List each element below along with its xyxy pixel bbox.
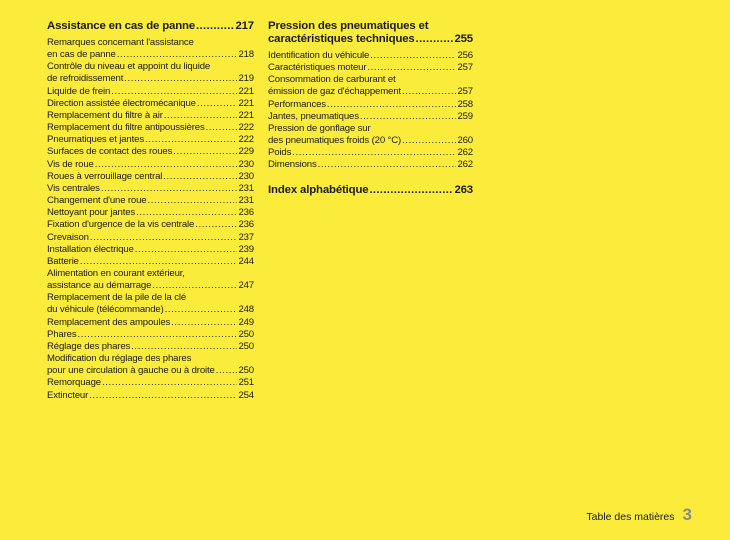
toc-entry[interactable] bbox=[47, 37, 254, 61]
toc-entry-page: 219 bbox=[238, 73, 254, 85]
toc-entry-page: 262 bbox=[457, 159, 473, 171]
toc-entry-text: Direction assistée électromécanique bbox=[47, 97, 196, 109]
dot-leader bbox=[101, 183, 238, 195]
toc-entry[interactable] bbox=[47, 61, 254, 85]
toc-entry-page: 250 bbox=[238, 365, 254, 377]
page-footer bbox=[586, 505, 692, 525]
dot-leader bbox=[131, 341, 237, 353]
page-number: 3 bbox=[682, 505, 692, 524]
toc-entry-text: Remplacement du filtre à air bbox=[47, 109, 163, 121]
dot-leader bbox=[206, 122, 238, 134]
index-heading-page: 263 bbox=[454, 183, 473, 196]
toc-entry-text: du véhicule (télécommande) bbox=[47, 304, 164, 316]
toc-entry[interactable] bbox=[47, 292, 254, 316]
toc-left-column bbox=[47, 20, 254, 402]
toc-entry-text: Consommation de carburant et bbox=[268, 74, 396, 86]
dot-leader bbox=[90, 232, 238, 244]
toc-entry-text: Caractéristiques moteur bbox=[268, 62, 367, 74]
toc-entry[interactable] bbox=[47, 268, 254, 292]
toc-entry-text: de refroidissement bbox=[47, 73, 124, 85]
toc-entry-text: Roues à verrouillage central bbox=[47, 170, 163, 182]
toc-entry[interactable] bbox=[47, 86, 254, 98]
dot-leader bbox=[124, 73, 237, 85]
toc-entry-page: 260 bbox=[457, 135, 473, 147]
toc-entry[interactable] bbox=[47, 207, 254, 219]
dot-leader bbox=[360, 111, 457, 123]
toc-entry-page: 221 bbox=[238, 109, 254, 121]
toc-entry-text: Poids bbox=[268, 147, 292, 159]
dot-leader bbox=[367, 62, 456, 74]
toc-entry-text: Identification du véhicule bbox=[268, 50, 370, 61]
toc-entry[interactable] bbox=[47, 353, 254, 377]
dot-leader bbox=[196, 20, 234, 33]
toc-entry-page: 221 bbox=[238, 85, 254, 97]
toc-entry[interactable] bbox=[47, 377, 254, 389]
toc-entry[interactable] bbox=[47, 232, 254, 244]
dot-leader bbox=[402, 135, 456, 147]
toc-entry-page: 257 bbox=[457, 86, 473, 98]
toc-entry[interactable] bbox=[47, 256, 254, 268]
dot-leader bbox=[402, 86, 456, 98]
toc-entry-page: 231 bbox=[238, 195, 254, 207]
toc-entry-page: 250 bbox=[238, 340, 254, 352]
dot-leader bbox=[111, 86, 237, 98]
toc-entry-page: 244 bbox=[238, 255, 254, 267]
toc-entry[interactable] bbox=[268, 111, 473, 123]
toc-entry[interactable] bbox=[268, 62, 473, 74]
toc-entry[interactable] bbox=[47, 329, 254, 341]
toc-entry-text: Contrôle du niveau et appoint du liquide bbox=[47, 61, 211, 73]
toc-entry[interactable] bbox=[47, 146, 254, 158]
section-heading-title-line1: Pression des pneumatiques et bbox=[268, 20, 429, 32]
dot-leader bbox=[78, 329, 238, 341]
toc-entry[interactable] bbox=[47, 159, 254, 171]
toc-entry-text: Modification du réglage des phares bbox=[47, 353, 192, 365]
toc-entry-page: 221 bbox=[238, 97, 254, 109]
toc-entry-page: 236 bbox=[238, 207, 254, 219]
toc-entry[interactable] bbox=[47, 244, 254, 256]
index-heading-title: Index alphabétique bbox=[268, 183, 369, 196]
dot-leader bbox=[171, 317, 237, 329]
toc-entry-text: Performances bbox=[268, 98, 326, 110]
toc-entry-text: Remorquage bbox=[47, 377, 101, 389]
section-heading-page: 255 bbox=[454, 33, 473, 45]
toc-entry-page: 230 bbox=[238, 158, 254, 170]
toc-entry-page: 256 bbox=[457, 50, 473, 61]
toc-entry-text: Remarques concernant l'assistance bbox=[47, 37, 194, 48]
toc-right-column bbox=[268, 20, 473, 201]
toc-entry-text: assistance au démarrage bbox=[47, 280, 152, 292]
toc-entry[interactable] bbox=[47, 341, 254, 353]
toc-entry-text: Vis de roue bbox=[47, 158, 94, 170]
dot-leader bbox=[369, 184, 453, 197]
toc-entry-text: Extincteur bbox=[47, 389, 89, 401]
dot-leader bbox=[136, 207, 237, 219]
toc-entry[interactable] bbox=[268, 99, 473, 111]
toc-entry-page: 229 bbox=[238, 146, 254, 158]
toc-entry-text: Fixation d'urgence de la vis centrale bbox=[47, 219, 195, 231]
toc-entry-page: 239 bbox=[238, 243, 254, 255]
toc-entry[interactable] bbox=[47, 98, 254, 110]
toc-entry-page: 259 bbox=[457, 110, 473, 122]
toc-entry-text: Nettoyant pour jantes bbox=[47, 207, 136, 219]
toc-entry-page: 222 bbox=[238, 122, 254, 134]
toc-entry[interactable] bbox=[47, 219, 254, 231]
toc-entry-text: Jantes, pneumatiques bbox=[268, 110, 359, 122]
toc-entry-page: 247 bbox=[238, 280, 254, 292]
toc-entry-text: Liquide de frein bbox=[47, 85, 111, 97]
toc-entry[interactable] bbox=[268, 123, 473, 147]
toc-entry-page: 218 bbox=[238, 49, 254, 61]
toc-entry-page: 230 bbox=[238, 170, 254, 182]
toc-entry-page: 258 bbox=[457, 98, 473, 110]
toc-entry-text: Crevaison bbox=[47, 231, 89, 243]
toc-entry-page: 236 bbox=[238, 219, 254, 231]
toc-entry[interactable] bbox=[47, 134, 254, 146]
toc-entry-page: 257 bbox=[457, 62, 473, 74]
section-heading-page: 217 bbox=[235, 20, 254, 32]
section-heading-title-line2: caractéristiques techniques bbox=[268, 33, 415, 45]
toc-entry-text: Pression de gonflage sur bbox=[268, 122, 371, 134]
dot-leader bbox=[152, 280, 237, 292]
dot-leader bbox=[117, 49, 238, 61]
toc-entry-text: Batterie bbox=[47, 255, 79, 267]
dot-leader bbox=[292, 147, 456, 159]
dot-leader bbox=[148, 195, 238, 207]
dot-leader bbox=[163, 171, 237, 183]
toc-entry-text: Alimentation en courant extérieur, bbox=[47, 267, 185, 279]
section-heading-index[interactable] bbox=[268, 184, 473, 197]
toc-entry-text: Remplacement des ampoules bbox=[47, 316, 171, 328]
dot-leader bbox=[173, 146, 237, 158]
toc-entry[interactable] bbox=[47, 110, 254, 122]
toc-entry-text: Surfaces de contact des roues bbox=[47, 146, 173, 158]
toc-entry[interactable] bbox=[268, 50, 473, 62]
toc-entry-page: 251 bbox=[238, 377, 254, 389]
toc-entry[interactable] bbox=[47, 390, 254, 402]
toc-entry-page: 250 bbox=[238, 328, 254, 340]
toc-entry-page: 222 bbox=[238, 134, 254, 146]
toc-entry[interactable] bbox=[268, 159, 473, 171]
toc-entry-text: Dimensions bbox=[268, 159, 317, 171]
toc-entry-text: Installation électrique bbox=[47, 243, 134, 255]
toc-right-entries bbox=[268, 50, 473, 172]
toc-entry-page: 254 bbox=[238, 389, 254, 401]
toc-entry-text: pour une circulation à gauche ou à droite bbox=[47, 365, 215, 377]
dot-leader bbox=[145, 134, 237, 146]
section-heading-pression[interactable] bbox=[268, 20, 473, 46]
toc-entry[interactable] bbox=[47, 171, 254, 183]
dot-leader bbox=[318, 159, 457, 171]
dot-leader bbox=[165, 304, 238, 316]
dot-leader bbox=[327, 99, 457, 111]
toc-left-entries bbox=[47, 37, 254, 402]
section-heading-assistance[interactable] bbox=[47, 20, 254, 33]
toc-entry[interactable] bbox=[268, 147, 473, 159]
toc-entry[interactable] bbox=[47, 122, 254, 134]
toc-entry[interactable] bbox=[47, 195, 254, 207]
toc-entry-text: Remplacement du filtre antipoussières bbox=[47, 122, 205, 134]
toc-entry-text: émission de gaz d'échappement bbox=[268, 86, 401, 98]
toc-entry-text: Changement d'une roue bbox=[47, 195, 147, 207]
toc-entry[interactable] bbox=[268, 74, 473, 98]
dot-leader bbox=[102, 377, 237, 389]
dot-leader bbox=[89, 390, 237, 402]
toc-entry-text: en cas de panne bbox=[47, 49, 116, 61]
toc-entry-text: Réglage des phares bbox=[47, 340, 131, 352]
toc-entry-page: 249 bbox=[238, 316, 254, 328]
toc-entry-page: 231 bbox=[238, 182, 254, 194]
dot-leader bbox=[416, 33, 454, 46]
dot-leader bbox=[80, 256, 238, 268]
toc-entry-text: Phares bbox=[47, 328, 77, 340]
toc-entry-page: 262 bbox=[457, 147, 473, 159]
dot-leader bbox=[135, 244, 238, 256]
toc-entry-text: des pneumatiques froids (20 °C) bbox=[268, 135, 402, 147]
toc-entry-text: Vis centrales bbox=[47, 182, 100, 194]
dot-leader bbox=[195, 219, 237, 231]
dot-leader bbox=[95, 159, 238, 171]
toc-entry[interactable] bbox=[47, 317, 254, 329]
toc-entry-text: Pneumatiques et jantes bbox=[47, 134, 144, 146]
toc-entry[interactable] bbox=[47, 183, 254, 195]
dot-leader bbox=[197, 98, 238, 110]
toc-entry-text: Remplacement de la pile de la clé bbox=[47, 292, 187, 304]
dot-leader bbox=[164, 110, 238, 122]
dot-leader bbox=[370, 50, 456, 62]
toc-entry-page: 237 bbox=[238, 231, 254, 243]
toc-entry-page: 248 bbox=[238, 304, 254, 316]
section-heading-title: Assistance en cas de panne bbox=[47, 20, 196, 32]
dot-leader bbox=[216, 365, 238, 377]
footer-label: Table des matières bbox=[586, 511, 675, 523]
